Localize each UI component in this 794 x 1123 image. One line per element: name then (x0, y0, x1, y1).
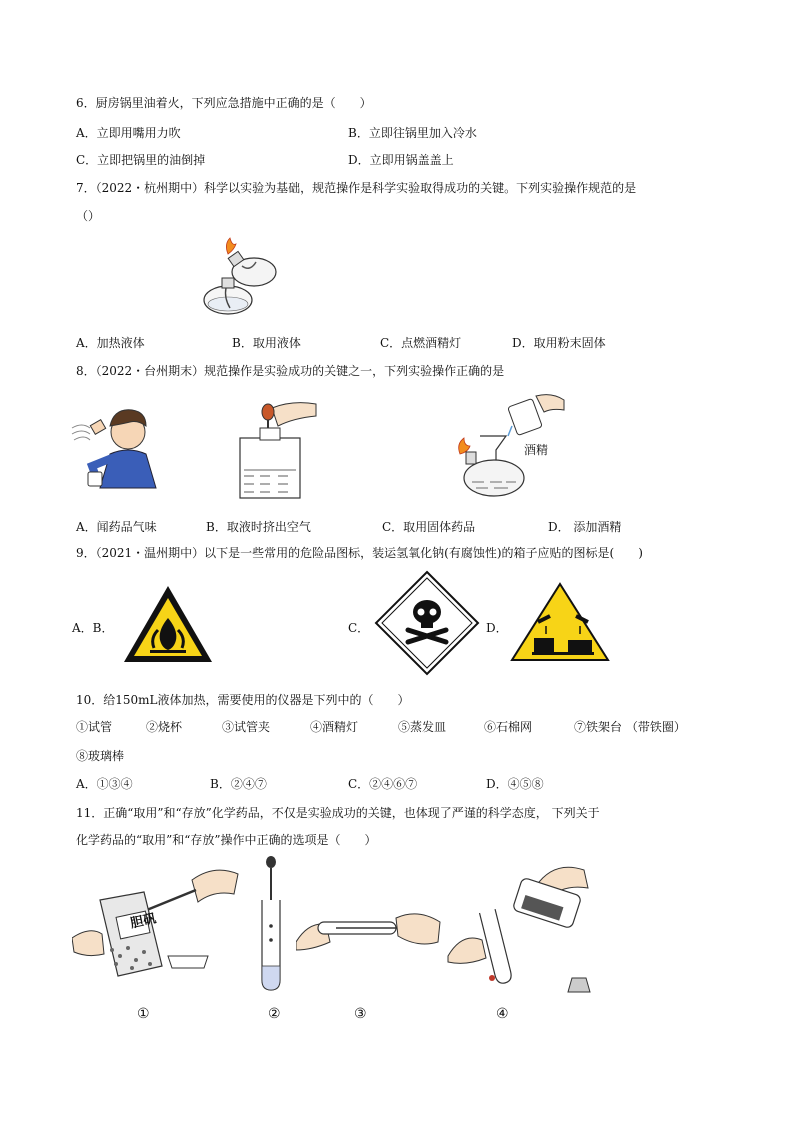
figure-label-3: ③ (354, 1006, 367, 1022)
dropper-test-tube-illustration (254, 856, 288, 992)
q10-item-3: ③试管夹 (222, 720, 271, 734)
pouring-liquid-illustration (444, 856, 614, 1000)
q10-item-4: ④酒精灯 (310, 720, 359, 734)
adding-alcohol-illustration (454, 392, 566, 502)
q6-option-d: D．立即用锅盖盖上 (348, 153, 454, 167)
spoon-bottle-illustration (72, 860, 242, 1000)
q10-item-7: ⑦铁架台 （带铁圈） (574, 720, 686, 734)
corrosive-warning-icon (510, 582, 610, 662)
q11-stem-line2: 化学药品的“取用”和“存放”操作中正确的选项是（ ） (76, 833, 377, 847)
q7-option-b: B．取用液体 (232, 336, 301, 350)
q7-option-d: D．取用粉末固体 (512, 336, 606, 350)
q10-option-d: D．④⑤⑧ (486, 777, 544, 791)
test-tube-spatula-illustration (296, 898, 444, 958)
q6-stem: 6．厨房锅里油着火，下列应急措施中正确的是（ ） (76, 96, 372, 110)
q9-stem: 9．（2021・温州期中）以下是一些常用的危险品图标，装运氢氧化钠(有腐蚀性)的箱子应贴的图标是( ) (76, 546, 643, 560)
q8-stem: 8．（2022・台州期末）规范操作是实验成功的关键之一，下列实验操作正确的是 (76, 364, 505, 378)
q10-stem: 10．给150mL液体加热，需要使用的仪器是下列中的（ ） (76, 693, 410, 707)
figure-label-4: ④ (496, 1006, 509, 1022)
q9-option-c: C． (348, 621, 370, 635)
q8-option-c: C．取用固体药品 (382, 520, 476, 534)
q9-option-d: D． (486, 621, 508, 635)
q10-option-b: B．②④⑦ (210, 777, 267, 791)
q8-option-b: B．取液时挤出空气 (206, 520, 311, 534)
q7-stem: 7．（2022・杭州期中）科学以实验为基础，规范操作是科学实验取得成功的关键。下列实验操作规范的是 (76, 181, 637, 195)
q6-option-b: B．立即往锅里加入冷水 (348, 126, 477, 140)
q10-item-1: ①试管 (76, 720, 113, 734)
q10-item-6: ⑥石棉网 (484, 720, 533, 734)
q10-item-5: ⑤蒸发皿 (398, 720, 447, 734)
smelling-chemical-illustration (70, 398, 162, 492)
bottle-label-text: 胆矾 (129, 911, 158, 932)
q7-option-a: A．加热液体 (76, 336, 145, 350)
q10-option-c: C．②④⑥⑦ (348, 777, 418, 791)
figure-label-1: ① (137, 1006, 150, 1022)
q8-option-a: A．闻药品气味 (76, 520, 157, 534)
q10-option-a: A．①③④ (76, 777, 133, 791)
q10-item-2: ②烧杯 (146, 720, 183, 734)
q11-stem: 11．正确“取用”和“存放”化学药品，不仅是实验成功的关键，也体现了严谨的科学态度， 下列关于 (76, 806, 600, 820)
q7-option-c: C．点燃酒精灯 (380, 336, 462, 350)
figure-label-2: ② (268, 1006, 281, 1022)
toxic-warning-icon (374, 570, 480, 676)
q7-stem-paren: （） (76, 209, 101, 223)
q9-option-ab: A．B． (72, 621, 114, 635)
q6-option-c: C．立即把锅里的油倒掉 (76, 153, 206, 167)
alcohol-lamp-lighting-illustration (198, 230, 282, 322)
dropper-bottle-illustration (232, 398, 318, 502)
alcohol-bottle-label: 酒精 (524, 443, 549, 457)
q8-option-d: D． 添加酒精 (548, 520, 622, 534)
q6-option-a: A．立即用嘴用力吹 (76, 126, 181, 140)
flammable-warning-icon (120, 582, 216, 666)
q10-item-8: ⑧玻璃棒 (76, 749, 125, 763)
